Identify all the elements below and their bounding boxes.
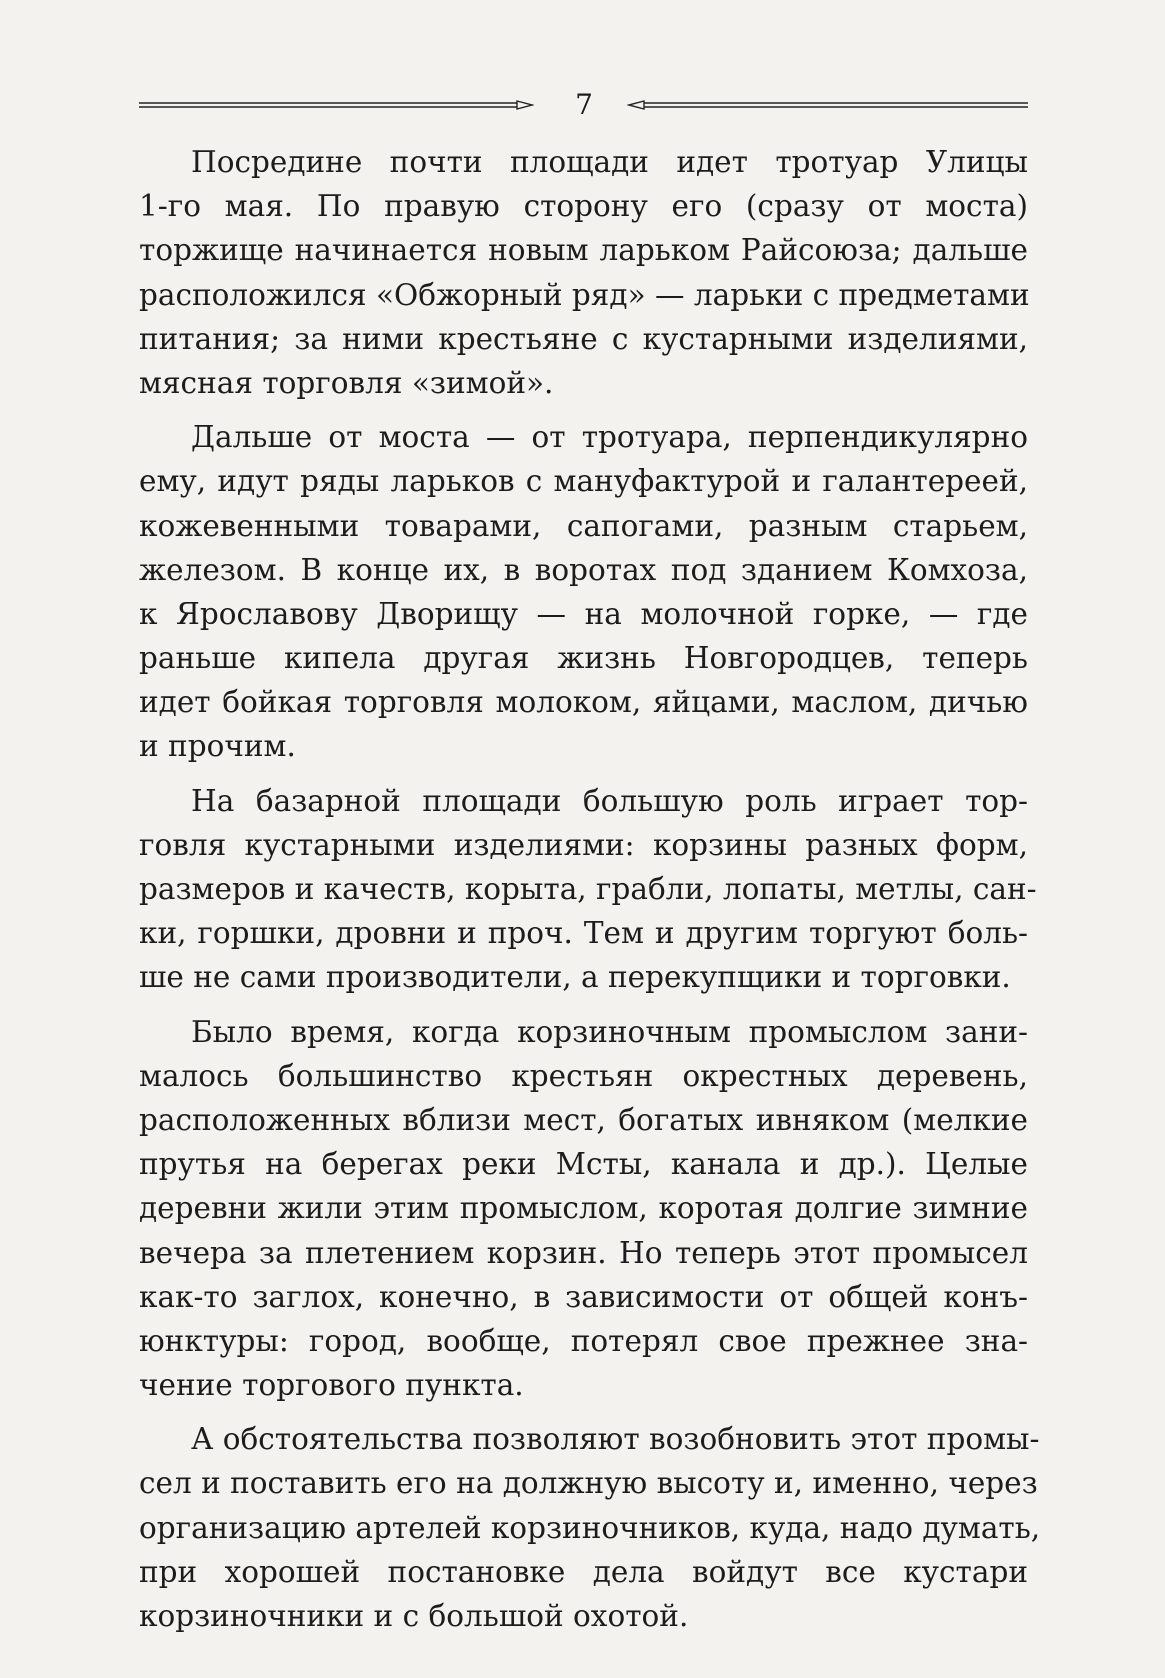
text-line: и прочим. [139,729,296,764]
text-line: как-то заглох, конечно, в зависимости от общей конъ- [139,1279,1028,1314]
text-line: Дальше от моста — от тротуара, перпендикулярно [191,420,1028,455]
paragraph [139,1417,1041,1638]
page-number: 7 [575,88,593,121]
text-line: размеров и качеств, корыта, грабли, лопаты, метлы, сан- [139,872,1037,906]
text-line: кожевенными товарами, сапогами, разным старьем, [139,508,1028,543]
text-line: железом. В конце их, в воротах под зданием Комхоза, [139,552,1028,587]
paragraph [139,1010,1028,1408]
text-line: юнктуры: город, вообще, потерял свое прежнее зна- [139,1323,1028,1358]
text-line: питания; за ними крестьяне с кустарными изделиями, [139,321,1028,356]
text-line: прутья на берегах реки Мсты, канала и др.). Целые [139,1147,1028,1182]
text-line: А обстоятельства позволяют возобновить этот промы- [191,1422,1040,1457]
text-line: говля кустарными изделиями: корзины разных форм, [139,827,1028,862]
text-line: расположился «Обжорный ряд» — ларьки с предметами [139,277,1030,312]
text-line: Было время, когда корзиночным промыслом зани- [191,1014,1028,1049]
text-line: торжище начинается новым ларьком Райсоюза; дальше [139,233,1028,268]
paragraph [139,140,1028,405]
text-line: ки, горшки, дровни и проч. Тем и другим торгуют боль- [139,916,1028,951]
text-line: чение торгового пункта. [139,1368,524,1403]
page-header [139,88,1028,122]
header-rule-left [139,100,534,110]
text-line: мясная торговля «зимой». [139,365,554,400]
text-line: ше не сами производители, а перекупщики и торговки. [139,960,1011,995]
text-line: вечера за плетением корзин. Но теперь этот промысел [139,1235,1028,1270]
text-line: ему, идут ряды ларьков с мануфактурой и галантереей, [139,464,1028,499]
text-line: раньше кипела другая жизнь Новгородцев, теперь [139,641,1028,676]
text-line: при хорошей постановке дела войдут все кустари [139,1554,1028,1589]
body-text [139,140,1041,1648]
paragraph [139,415,1028,769]
header-rule-right [627,100,1028,110]
text-line: расположенных вблизи мест, богатых ивняком (мелкие [139,1102,1028,1137]
text-line: На базарной площади большую роль играет тор- [191,783,1028,818]
text-line: малось большинство крестьян окрестных деревень, [139,1058,1028,1093]
paragraph [139,779,1037,1000]
text-line: к Ярославову Дворищу — на молочной горке, — где [139,596,1028,631]
text-line: деревни жили этим промыслом, коротая долгие зимние [139,1191,1028,1226]
text-line: организацию артелей корзиночников, куда, надо думать, [139,1510,1041,1545]
text-line: идет бойкая торговля молоком, яйцами, маслом, дичью [139,685,1028,720]
text-line: сел и поставить его на должную высоту и, именно, через [139,1466,1038,1501]
text-line: Посредине почти площади идет тротуар Улицы [191,145,1028,179]
text-line: корзиночники и с большой охотой. [139,1599,689,1633]
text-line: 1-го мая. По правую сторону его (сразу от моста) [139,189,1028,224]
